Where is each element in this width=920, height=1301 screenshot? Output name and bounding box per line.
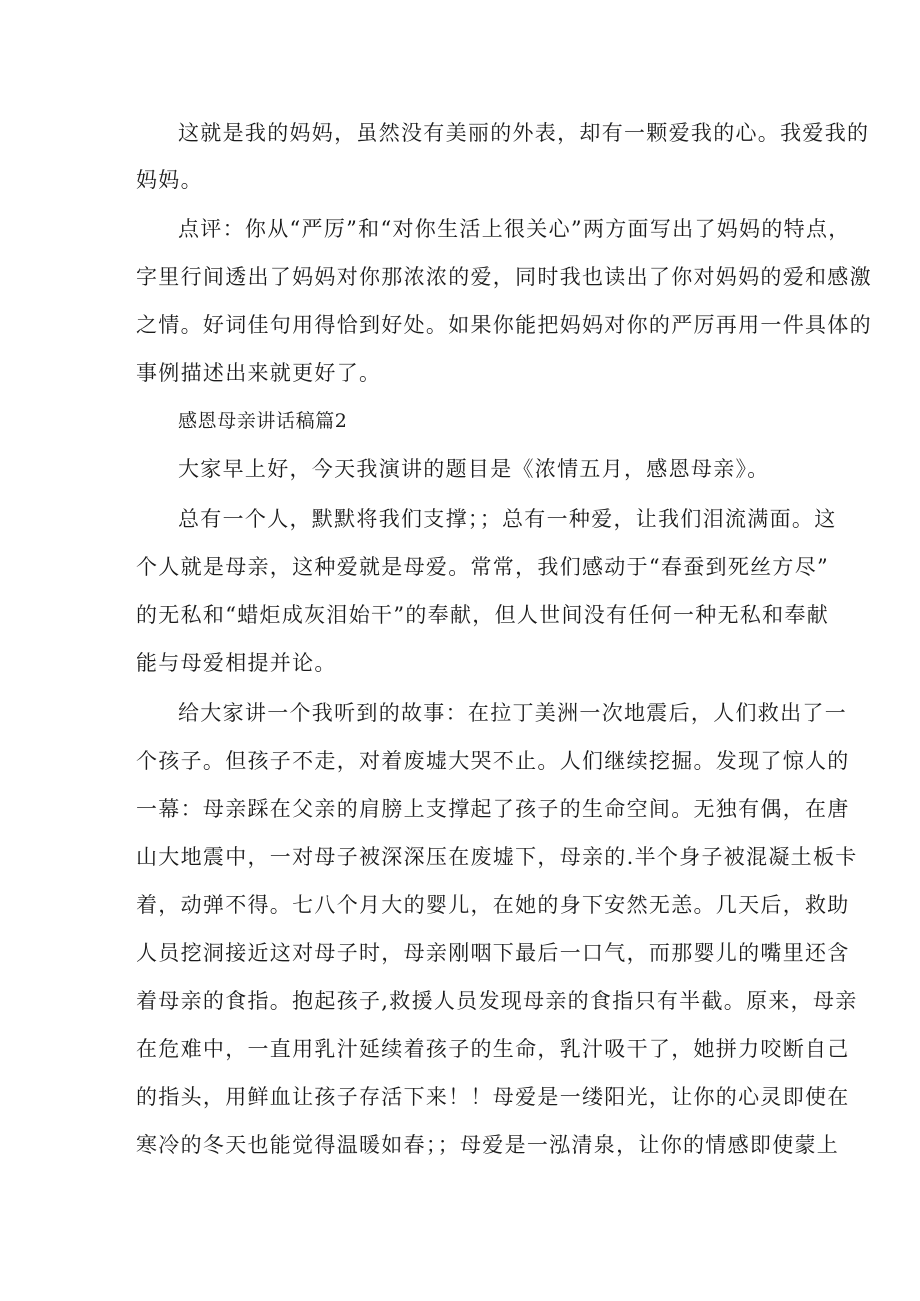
section-heading: 感恩母亲讲话稿篇2: [178, 410, 348, 432]
review-line: 之情。好词佳句用得恰到好处。如果你能把妈妈对你的严厉再用一件具体的: [136, 313, 872, 337]
paragraph-line: 人员挖洞接近这对母子时，母亲刚咽下最后一口气，而那婴儿的嘴里还含: [136, 941, 850, 965]
paragraph-line: 在危难中，一直用乳汁延续着孩子的生命，乳汁吸干了，她拼力咬断自己: [136, 1037, 850, 1061]
paragraph-line: 给大家讲一个我听到的故事：在拉丁美洲一次地震后，人们救出了一: [178, 701, 847, 725]
paragraph-line: 着母亲的食指。抱起孩子,救援人员发现母亲的食指只有半截。原来，母亲: [136, 989, 858, 1013]
paragraph-line: 这就是我的妈妈，虽然没有美丽的外表，却有一颗爱我的心。我爱我的: [178, 121, 870, 145]
paragraph-line: 个孩子。但孩子不走，对着废墟大哭不止。人们继续挖掘。发现了惊人的: [136, 749, 850, 773]
paragraph-line: 寒冷的冬天也能觉得温暖如春；；母爱是一泓清泉，让你的情感即使蒙上: [136, 1133, 840, 1157]
paragraph-line: 着，动弹不得。七八个月大的婴儿，在她的身下安然无恙。几天后，救助: [136, 893, 850, 917]
paragraph-line: 个人就是母亲，这种爱就是母爱。常常，我们感动于“春蚕到死丝方尽”: [136, 555, 830, 579]
paragraph-line: 大家早上好，今天我演讲的题目是《浓情五月，感恩母亲》。: [178, 457, 770, 481]
paragraph-line: 总有一个人，默默将我们支撑；；总有一种爱，让我们泪流满面。这: [178, 507, 837, 531]
paragraph-line: 山大地震中，一对母子被深深压在废墟下，母亲的.半个身子被混凝土板卡: [136, 845, 858, 869]
paragraph-line: 一幕：母亲踩在父亲的肩膀上支撑起了孩子的生命空间。无独有偶，在唐: [136, 797, 850, 821]
review-line: 事例描述出来就更好了。: [136, 361, 382, 385]
review-line: 字里行间透出了妈妈对你那浓浓的爱，同时我也读出了你对妈妈的爱和感激: [136, 265, 872, 289]
paragraph-line: 能与母爱相提并论。: [136, 651, 337, 675]
review-line: 点评：你从“严厉”和“对你生活上很关心”两方面写出了妈妈的特点，: [178, 217, 851, 241]
paragraph-line: 妈妈。: [136, 168, 203, 192]
paragraph-line: 的指头，用鲜血让孩子存活下来！！母爱是一缕阳光，让你的心灵即使在: [136, 1085, 850, 1109]
paragraph-line: 的无私和“蜡炬成灰泪始干”的奉献，但人世间没有任何一种无私和奉献: [136, 603, 830, 627]
